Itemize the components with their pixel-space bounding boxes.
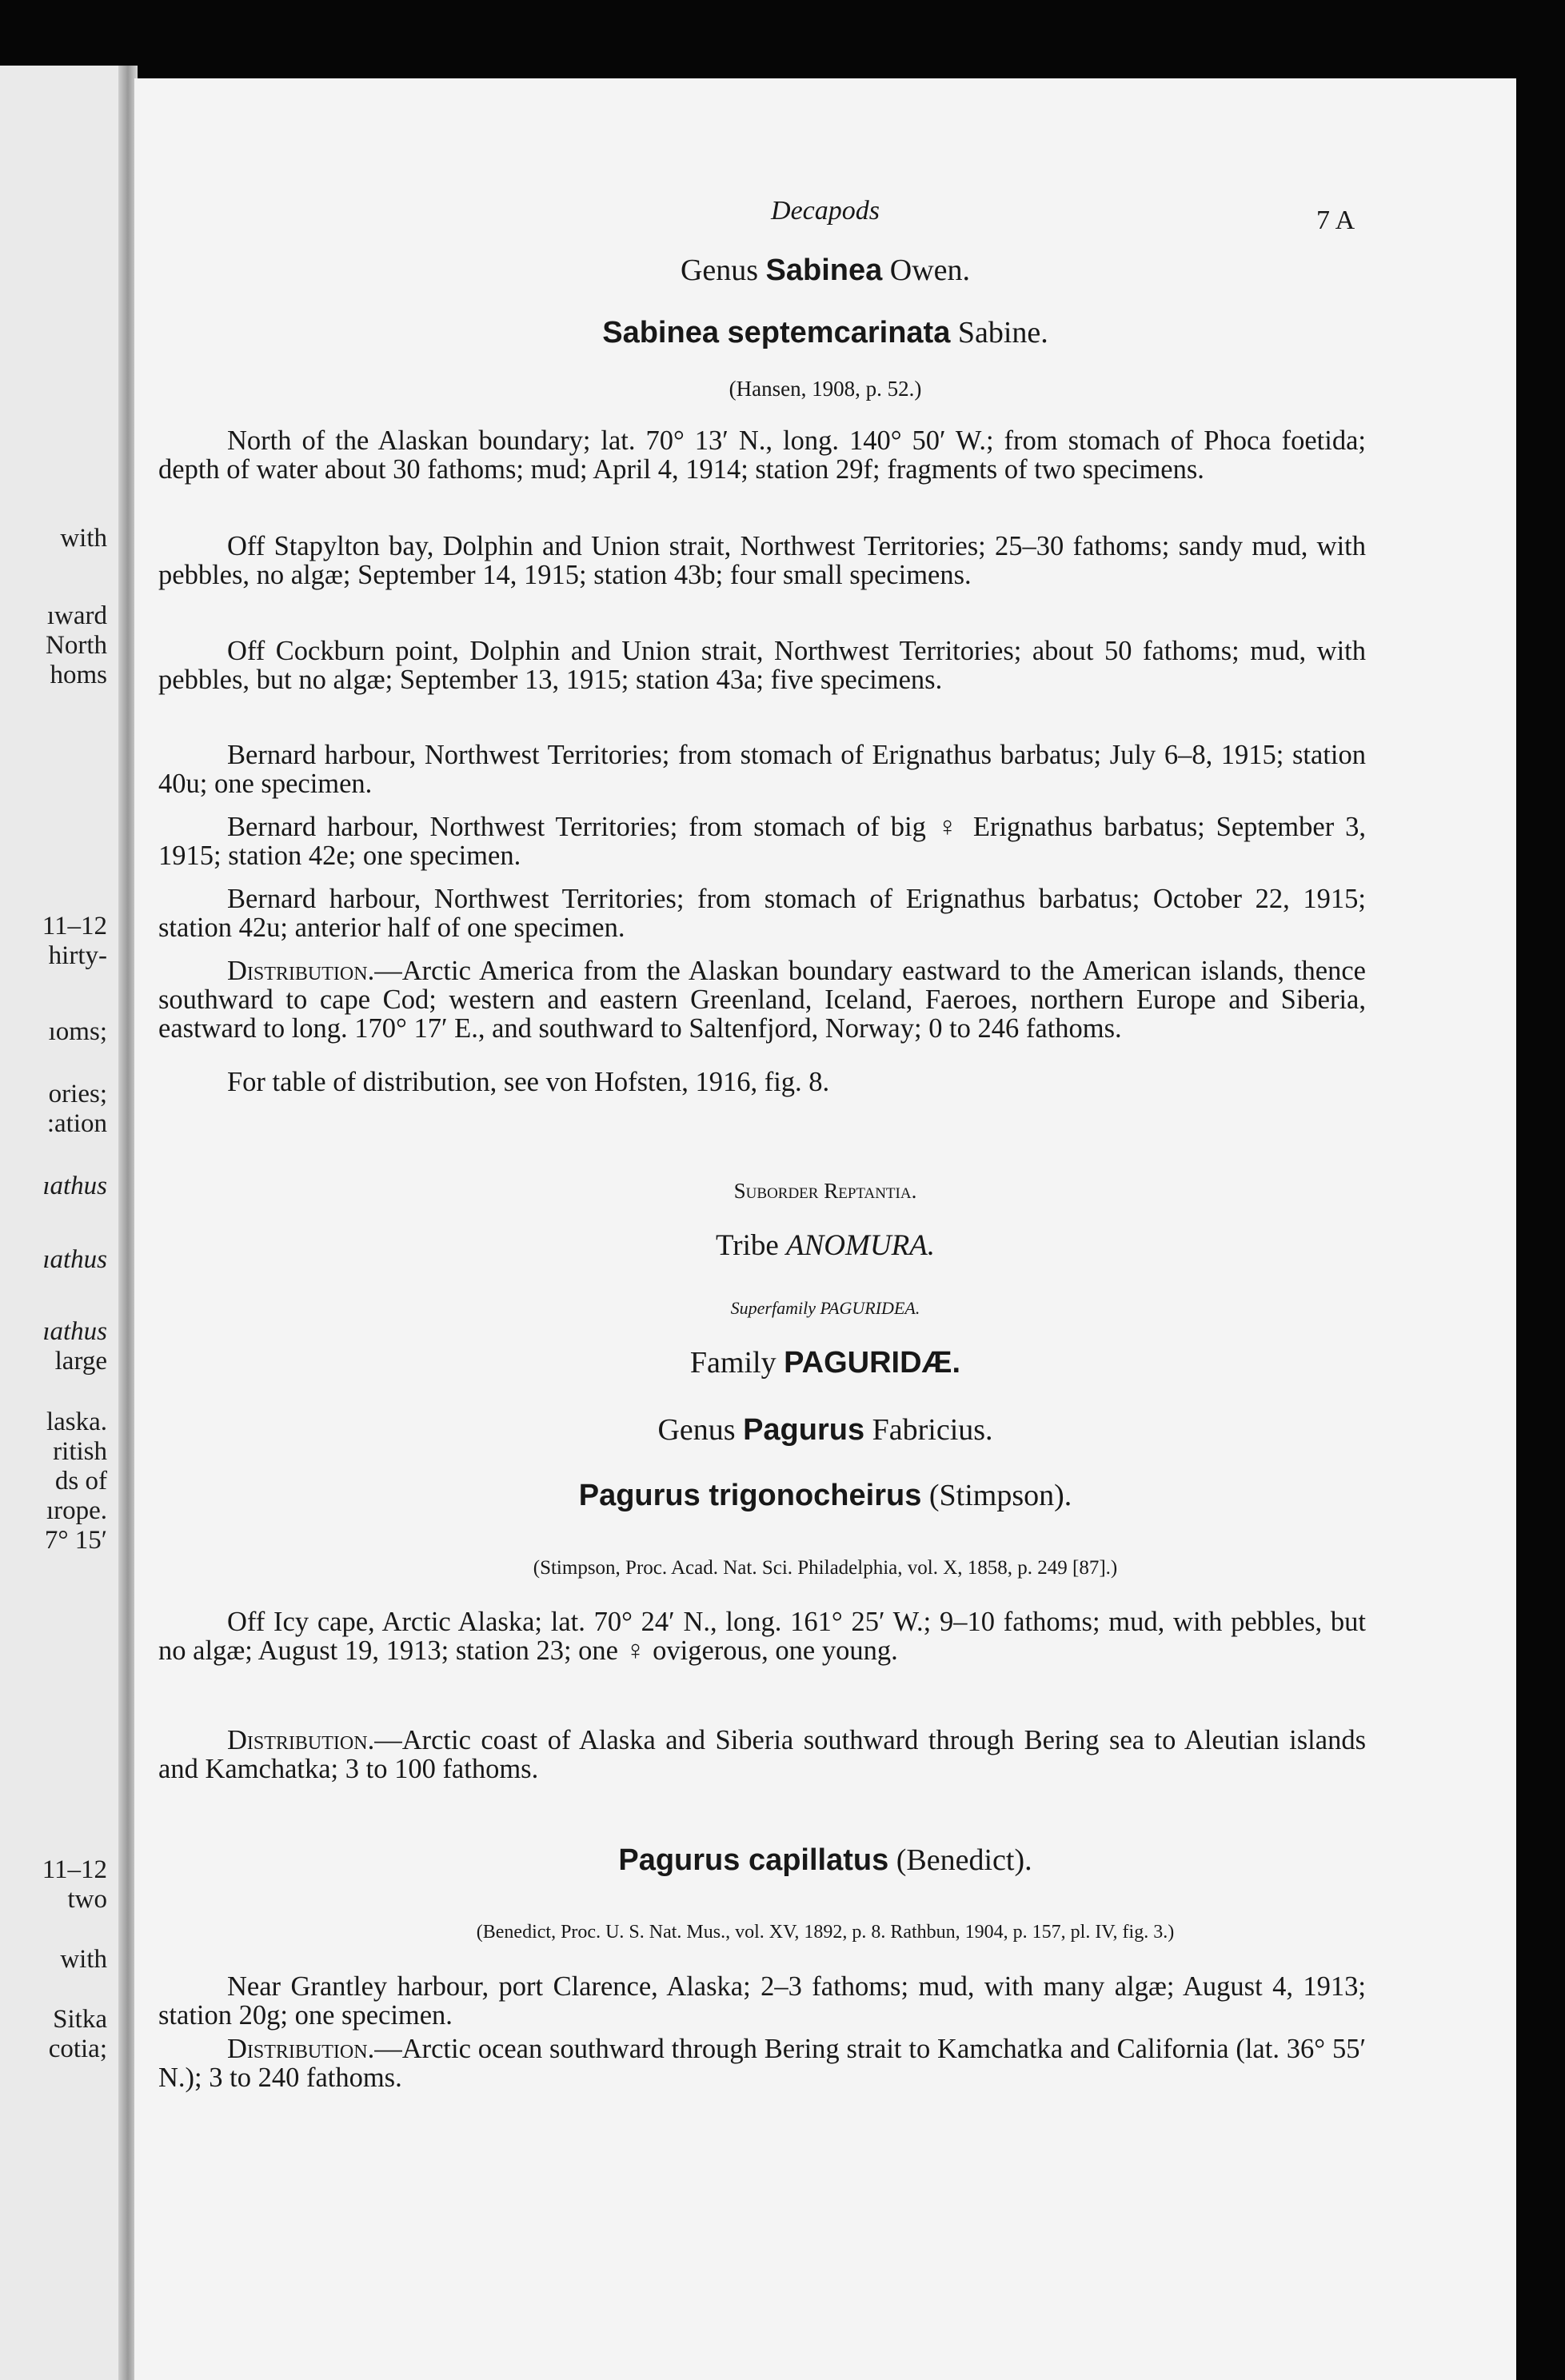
left-page-fragment [0, 66, 128, 2380]
species-name: Pagurus trigonocheirus [578, 1479, 922, 1512]
left-page-text-fragment: two [67, 1885, 107, 1914]
left-page-text-fragment: ıoms; [48, 1017, 107, 1046]
record-paragraph: Bernard harbour, Northwest Territories; from stomach of Erignathus barbatus; October 22, 1915; station 42u; anterior half of one specimen. [158, 884, 1366, 943]
genus-heading-sabinea [134, 256, 1516, 285]
genus-prefix: Genus [657, 1413, 736, 1447]
record-paragraph: Off Cockburn point, Dolphin and Union strait, Northwest Territories; about 50 fathoms; mud, with pebbles, but no algæ; September 13, 1915; station 43a; five specimens. [158, 636, 1366, 695]
distribution-label: Distribution. [227, 1725, 375, 1755]
distribution-paragraph [158, 1726, 1366, 1783]
table-note: For table of distribution, see von Hofsten, 1916, fig. 8. [227, 1067, 830, 1097]
species-reference: (Hansen, 1908, p. 52.) [729, 377, 922, 401]
record-paragraph: Off Icy cape, Arctic Alaska; lat. 70° 24′ N., long. 161° 25′ W.; 9–10 fathoms; mud, with pebbles, but no algæ; August 19, 1913; station 23; one ♀ ovigerous, one young. [158, 1607, 1366, 1666]
left-page-text-fragment: ırope. [46, 1496, 107, 1525]
species-reference: (Stimpson, Proc. Acad. Nat. Sci. Philadelphia, vol. X, 1858, p. 249 [87].) [533, 1557, 1118, 1579]
superfamily-heading: Superfamily PAGURIDEA. [730, 1298, 920, 1318]
family-prefix: Family [689, 1346, 777, 1380]
species-author: (Stimpson). [928, 1479, 1072, 1512]
suborder-heading: Suborder Reptantia. [733, 1179, 917, 1203]
record-paragraph: Near Grantley harbour, port Clarence, Alaska; 2–3 fathoms; mud, with many algæ; August 4, 1913; station 20g; one specimen. [158, 1971, 1366, 2031]
species-reference: (Benedict, Proc. U. S. Nat. Mus., vol. XV, 1892, p. 8. Rathbun, 1904, p. 157, pl. IV, fig. 3.) [476, 1922, 1175, 1943]
left-page-text-fragment: 7° 15′ [44, 1526, 107, 1555]
genus-name: Sabinea [765, 254, 883, 287]
species-author: Sabine. [957, 316, 1048, 349]
distribution-paragraph [158, 956, 1366, 1043]
tribe-name: ANOMURA. [786, 1229, 936, 1262]
left-page-text-fragment: ds of [54, 1467, 107, 1495]
tribe-prefix: Tribe [715, 1229, 779, 1262]
page-number: 7 A [1316, 206, 1355, 235]
distribution-text: —Arctic America from the Alaskan boundary eastward to the American islands, thence southward to cape Cod; western and eastern Greenland, Iceland, Faeroes, northern Europe and Siberia, eastward to long. 170° 17′ E., and southward to Saltenfjord, Norway; 0 to 246 fathoms. [158, 956, 1366, 1044]
distribution-text: —Arctic ocean southward through Bering strait to Kamchatka and California (lat. 36° 55′ N.); 3 to 240 fathoms. [158, 2034, 1366, 2093]
species-name: Pagurus capillatus [618, 1843, 889, 1877]
genus-heading-pagurus [134, 1413, 1516, 1447]
species-name: Sabinea septemcarinata [602, 316, 951, 349]
record-paragraph: Bernard harbour, Northwest Territories; from stomach of Erignathus barbatus; July 6–8, 1915; station 40u; one specimen. [158, 740, 1366, 799]
record-paragraph: Bernard harbour, Northwest Territories; from stomach of big ♀ Erignathus barbatus; September 3, 1915; station 42e; one specimen. [158, 812, 1366, 871]
left-page-text-fragment: North [46, 631, 107, 660]
left-page-text-fragment: homs [50, 661, 107, 689]
left-page-text-fragment: ıathus [42, 1172, 107, 1200]
distribution-paragraph [158, 2035, 1366, 2092]
left-page-text-fragment: :ation [46, 1109, 107, 1138]
left-page-text-fragment: with [60, 1945, 107, 1974]
left-page-text-fragment: ıathus [42, 1245, 107, 1274]
right-page [134, 78, 1516, 2380]
genus-prefix: Genus [680, 254, 759, 287]
left-page-text-fragment: 11–12 [42, 912, 107, 940]
left-page-text-fragment: 11–12 [42, 1855, 107, 1884]
left-page-text-fragment: laska. [46, 1408, 107, 1436]
family-name: PAGURIDÆ. [784, 1346, 961, 1380]
genus-name: Pagurus [743, 1413, 865, 1447]
left-page-text-fragment: large [54, 1347, 107, 1376]
left-page-text-fragment: ories; [48, 1080, 107, 1108]
species-heading-capillatus [134, 1843, 1516, 1877]
distribution-label: Distribution. [227, 2034, 375, 2064]
species-author: (Benedict). [896, 1843, 1032, 1877]
tribe-heading [134, 1229, 1516, 1262]
species-heading-sabinea [134, 318, 1516, 347]
left-page-text-fragment: ritish [53, 1437, 107, 1466]
left-page-text-fragment: ıathus [42, 1317, 107, 1346]
distribution-label: Distribution. [227, 956, 375, 986]
record-paragraph: Off Stapylton bay, Dolphin and Union strait, Northwest Territories; 25–30 fathoms; sandy mud, with pebbles, no algæ; September 14, 1915; station 43b; four small specimens. [158, 531, 1366, 590]
genus-author: Fabricius. [872, 1413, 993, 1447]
record-paragraph: North of the Alaskan boundary; lat. 70° 13′ N., long. 140° 50′ W.; from stomach of Phoca foetida; depth of water about 30 fathoms; mud; April 4, 1914; station 29f; fragments of two specimens. [158, 425, 1366, 485]
genus-author: Owen. [889, 254, 971, 287]
running-title: Decapods [771, 196, 880, 226]
species-heading-trigonocheirus [134, 1481, 1516, 1510]
family-heading [134, 1346, 1516, 1380]
left-page-text-fragment: cotia; [48, 2035, 107, 2063]
left-page-text-fragment: ıward [46, 601, 107, 630]
left-page-text-fragment: with [60, 524, 107, 553]
left-page-text-fragment: Sitka [53, 2005, 107, 2034]
distribution-text: —Arctic coast of Alaska and Siberia southward through Bering sea to Aleutian islands and Kamchatka; 3 to 100 fathoms. [158, 1725, 1366, 1784]
left-page-text-fragment: hirty- [48, 941, 107, 970]
